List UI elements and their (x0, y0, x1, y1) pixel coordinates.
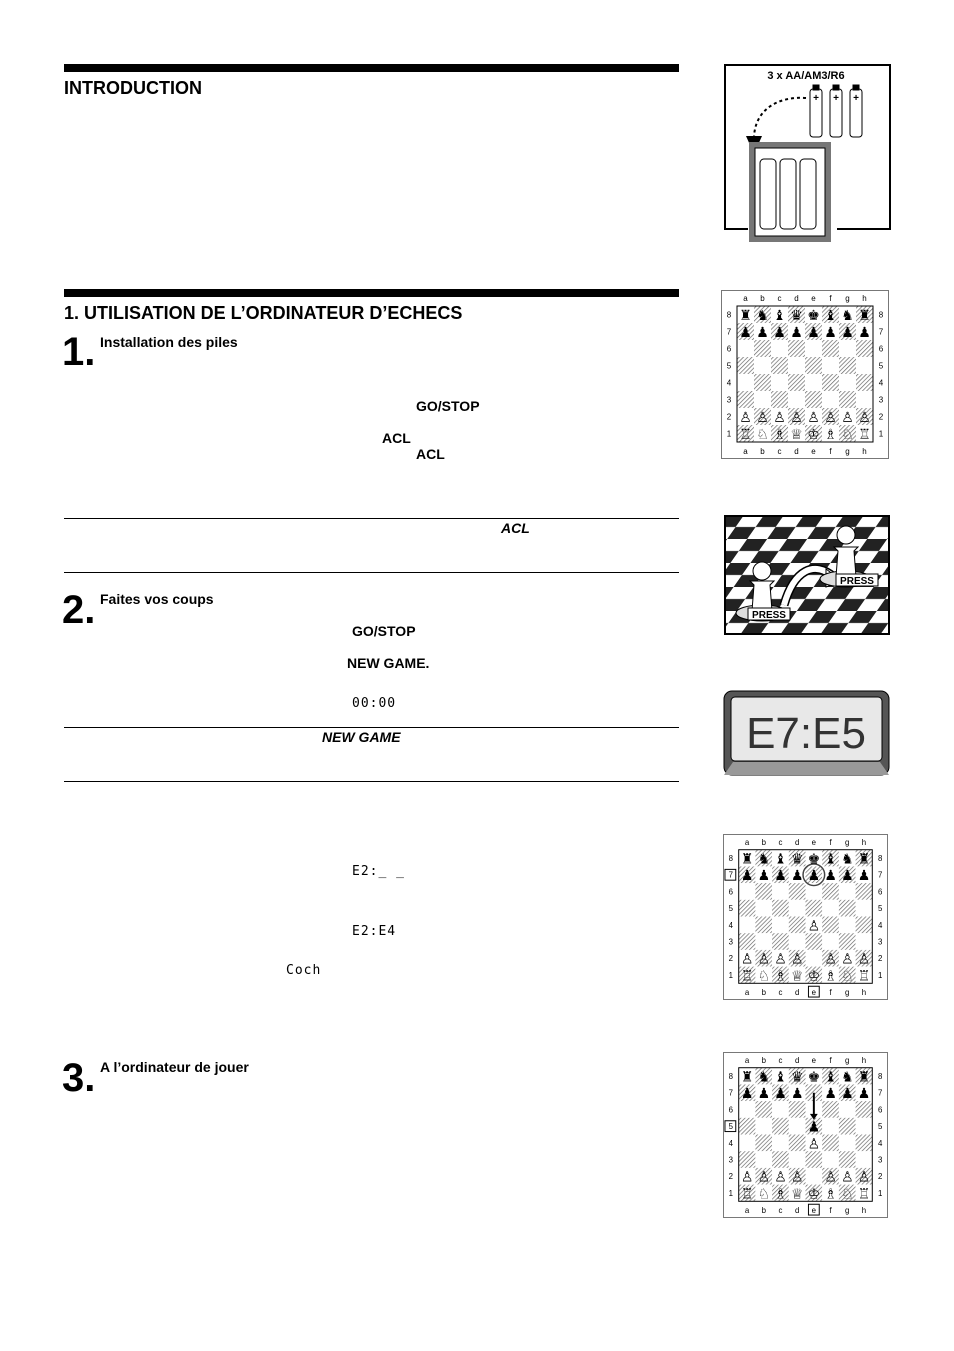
svg-text:7: 7 (728, 1088, 734, 1098)
lcd-move-readout: E7:E5 (746, 709, 866, 758)
svg-text:g: g (845, 447, 850, 456)
svg-text:♔: ♔ (807, 426, 820, 442)
svg-text:b: b (760, 294, 765, 303)
svg-text:♗: ♗ (774, 968, 787, 984)
svg-text:♖: ♖ (857, 968, 871, 984)
svg-text:2: 2 (726, 412, 732, 422)
svg-text:♙: ♙ (757, 1169, 770, 1185)
intro-heading: INTRODUCTION (64, 78, 202, 98)
svg-text:♗: ♗ (824, 968, 837, 984)
svg-text:4: 4 (877, 1138, 883, 1148)
svg-text:♝: ♝ (824, 1069, 837, 1085)
svg-text:3: 3 (878, 395, 884, 405)
svg-text:d: d (794, 1206, 800, 1216)
note2-top-rule (64, 727, 679, 728)
svg-text:8: 8 (728, 854, 734, 864)
step1-acl-keyword-1: ACL (382, 430, 411, 446)
svg-text:3: 3 (877, 937, 883, 947)
svg-text:7: 7 (726, 327, 732, 337)
step2-title: Faites vos coups (100, 591, 214, 607)
svg-text:♙: ♙ (790, 409, 803, 425)
svg-text:♙: ♙ (773, 409, 786, 425)
svg-text:e: e (811, 1206, 817, 1216)
note1-bottom-rule (64, 572, 679, 573)
step3-number: 3. (62, 1056, 96, 1100)
svg-text:2: 2 (878, 412, 884, 422)
svg-text:d: d (794, 294, 799, 303)
svg-text:♗: ♗ (824, 426, 837, 442)
svg-text:4: 4 (728, 1138, 734, 1148)
svg-text:♟: ♟ (824, 868, 837, 884)
svg-text:♟: ♟ (841, 324, 854, 340)
svg-text:3: 3 (726, 395, 732, 405)
svg-text:8: 8 (728, 1072, 734, 1082)
svg-text:2: 2 (728, 954, 734, 964)
svg-text:♟: ♟ (807, 868, 821, 884)
svg-text:2: 2 (877, 954, 883, 964)
svg-text:♔: ♔ (807, 968, 821, 984)
svg-text:♚: ♚ (807, 1069, 821, 1085)
svg-text:h: h (861, 1206, 867, 1216)
svg-text:♙: ♙ (774, 951, 787, 967)
svg-text:4: 4 (877, 920, 883, 930)
svg-text:8: 8 (877, 854, 883, 864)
step2-gostop-keyword: GO/STOP (352, 623, 416, 639)
svg-text:♟: ♟ (807, 324, 820, 340)
svg-text:3: 3 (728, 937, 734, 947)
svg-text:♛: ♛ (790, 1069, 804, 1085)
svg-text:♗: ♗ (774, 1186, 787, 1202)
svg-text:6: 6 (877, 1105, 883, 1115)
svg-text:h: h (862, 294, 867, 303)
section1-rule (64, 289, 679, 297)
svg-text:5: 5 (728, 1122, 734, 1132)
svg-text:g: g (845, 837, 850, 847)
svg-text:6: 6 (728, 1105, 734, 1115)
svg-text:f: f (829, 837, 832, 847)
chessboard-initial (721, 290, 889, 459)
svg-text:4: 4 (726, 378, 732, 388)
svg-text:b: b (761, 988, 766, 998)
svg-text:8: 8 (877, 1072, 883, 1082)
svg-text:♙: ♙ (790, 1169, 804, 1185)
svg-text:+: + (833, 93, 839, 104)
step1-acl-keyword-2: ACL (416, 446, 445, 462)
svg-text:1: 1 (728, 1188, 734, 1198)
svg-text:f: f (829, 294, 832, 303)
svg-text:f: f (829, 447, 832, 456)
svg-text:3: 3 (728, 1155, 734, 1165)
svg-text:a: a (743, 294, 748, 303)
svg-text:g: g (845, 294, 850, 303)
svg-text:5: 5 (728, 904, 734, 914)
svg-text:♝: ♝ (774, 851, 787, 867)
battery-count-label: 3 x AA/AM3/R6 (767, 70, 845, 82)
svg-text:e: e (811, 1055, 817, 1065)
svg-text:♞: ♞ (757, 851, 770, 867)
svg-text:♟: ♟ (824, 1086, 837, 1102)
svg-text:f: f (829, 988, 832, 998)
svg-text:♘: ♘ (757, 968, 770, 984)
svg-text:♞: ♞ (757, 1069, 770, 1085)
svg-text:♙: ♙ (740, 951, 754, 967)
svg-text:♙: ♙ (841, 1169, 854, 1185)
svg-text:♘: ♘ (841, 1186, 854, 1202)
press-label-2: PRESS (752, 610, 786, 621)
svg-text:6: 6 (878, 344, 884, 354)
lcd-time-readout: 00:00 (352, 696, 397, 711)
lcd-e2-readout: E2:_ _ (352, 864, 405, 879)
svg-text:1: 1 (878, 429, 884, 439)
chessboard-after-e5 (723, 1052, 888, 1218)
svg-text:7: 7 (877, 870, 883, 880)
svg-text:♘: ♘ (757, 1186, 770, 1202)
step1-number: 1. (62, 330, 96, 374)
svg-text:♘: ♘ (756, 426, 769, 442)
svg-text:6: 6 (726, 344, 732, 354)
svg-text:♕: ♕ (790, 426, 803, 442)
svg-text:7: 7 (728, 870, 734, 880)
svg-text:5: 5 (877, 904, 883, 914)
svg-text:♙: ♙ (739, 409, 752, 425)
svg-text:5: 5 (878, 361, 884, 371)
svg-text:♟: ♟ (790, 1086, 804, 1102)
svg-text:d: d (794, 988, 800, 998)
svg-text:6: 6 (728, 887, 734, 897)
svg-text:♖: ♖ (857, 1186, 871, 1202)
svg-text:a: a (744, 1055, 750, 1065)
svg-text:♔: ♔ (807, 1186, 821, 1202)
svg-text:5: 5 (877, 1122, 883, 1132)
svg-text:♙: ♙ (756, 409, 769, 425)
svg-text:h: h (861, 837, 867, 847)
svg-text:♟: ♟ (740, 868, 754, 884)
svg-text:e: e (811, 294, 816, 303)
svg-text:c: c (777, 294, 782, 303)
svg-text:♙: ♙ (807, 409, 820, 425)
svg-text:♟: ♟ (773, 324, 786, 340)
step2-number: 2. (62, 588, 96, 632)
svg-text:♙: ♙ (858, 409, 871, 425)
chessboard-after-e4 (723, 834, 888, 1000)
svg-text:c: c (777, 447, 782, 456)
svg-text:♙: ♙ (774, 1169, 787, 1185)
lcd-coch-readout: Coch (286, 963, 322, 978)
svg-text:6: 6 (877, 887, 883, 897)
svg-text:♜: ♜ (740, 851, 754, 867)
svg-text:1: 1 (728, 970, 734, 980)
svg-text:8: 8 (726, 310, 732, 320)
svg-text:b: b (760, 447, 765, 456)
svg-text:b: b (761, 837, 766, 847)
note2-bottom-rule (64, 781, 679, 782)
svg-text:+: + (813, 93, 819, 104)
white-pawn-icon (750, 581, 774, 611)
step2-newgame-keyword: NEW GAME. (347, 655, 430, 671)
note2-newgame-keyword: NEW GAME (322, 729, 401, 745)
svg-text:♟: ♟ (756, 324, 769, 340)
svg-text:♜: ♜ (858, 307, 871, 323)
svg-text:c: c (778, 1206, 783, 1216)
svg-text:e: e (811, 837, 817, 847)
svg-text:d: d (794, 1055, 800, 1065)
svg-text:f: f (829, 1206, 832, 1216)
svg-text:♙: ♙ (757, 951, 770, 967)
step1-gostop-keyword: GO/STOP (416, 398, 480, 414)
svg-text:♟: ♟ (790, 324, 803, 340)
svg-text:♗: ♗ (824, 1186, 837, 1202)
svg-text:a: a (744, 837, 750, 847)
svg-text:♜: ♜ (857, 851, 871, 867)
svg-text:h: h (861, 988, 867, 998)
svg-text:♟: ♟ (740, 1086, 754, 1102)
svg-text:a: a (743, 447, 748, 456)
svg-text:e: e (811, 447, 816, 456)
svg-text:♟: ♟ (857, 1086, 871, 1102)
svg-text:♙: ♙ (857, 1169, 871, 1185)
svg-text:e: e (811, 988, 817, 998)
svg-text:a: a (744, 988, 750, 998)
svg-text:2: 2 (728, 1172, 734, 1182)
press-move-figure (724, 515, 890, 635)
svg-text:♟: ♟ (774, 868, 787, 884)
svg-text:♖: ♖ (740, 1186, 754, 1202)
svg-text:♟: ♟ (841, 868, 854, 884)
insert-arrow-icon (754, 98, 806, 139)
svg-text:d: d (794, 837, 800, 847)
lcd-display-figure (723, 690, 890, 776)
svg-text:♙: ♙ (807, 1136, 821, 1152)
svg-text:♙: ♙ (841, 951, 854, 967)
svg-text:♟: ♟ (858, 324, 871, 340)
svg-text:♙: ♙ (841, 409, 854, 425)
svg-text:7: 7 (878, 327, 884, 337)
svg-text:♖: ♖ (858, 426, 871, 442)
svg-text:♕: ♕ (790, 1186, 804, 1202)
svg-text:♜: ♜ (857, 1069, 871, 1085)
svg-text:♞: ♞ (841, 851, 854, 867)
svg-text:♙: ♙ (857, 951, 871, 967)
svg-text:♞: ♞ (756, 307, 769, 323)
svg-text:c: c (778, 1055, 783, 1065)
section1-heading: 1. UTILISATION DE L’ORDINATEUR D’ECHECS (64, 303, 463, 323)
svg-text:h: h (861, 1055, 867, 1065)
svg-text:♝: ♝ (774, 1069, 787, 1085)
svg-text:3: 3 (877, 1155, 883, 1165)
svg-text:♚: ♚ (807, 307, 820, 323)
svg-text:♙: ♙ (807, 918, 821, 934)
svg-text:c: c (778, 837, 783, 847)
svg-text:♟: ♟ (790, 868, 804, 884)
svg-text:♟: ♟ (757, 1086, 770, 1102)
svg-text:c: c (778, 988, 783, 998)
svg-text:♚: ♚ (807, 851, 821, 867)
svg-text:♟: ♟ (774, 1086, 787, 1102)
svg-text:d: d (794, 447, 799, 456)
svg-text:♛: ♛ (790, 307, 803, 323)
svg-text:♜: ♜ (739, 307, 752, 323)
svg-text:♖: ♖ (740, 968, 754, 984)
svg-text:♟: ♟ (757, 868, 770, 884)
svg-text:♖: ♖ (739, 426, 752, 442)
battery-figure (724, 64, 891, 242)
svg-text:♟: ♟ (807, 1119, 821, 1135)
svg-text:♘: ♘ (841, 426, 854, 442)
svg-text:4: 4 (878, 378, 884, 388)
svg-text:g: g (845, 1206, 850, 1216)
svg-text:♝: ♝ (824, 307, 837, 323)
step3-title: A l’ordinateur de jouer (100, 1059, 249, 1075)
press-label-1: PRESS (840, 576, 874, 587)
note1-acl-keyword: ACL (501, 520, 530, 536)
svg-text:7: 7 (877, 1088, 883, 1098)
svg-text:♛: ♛ (790, 851, 804, 867)
svg-text:g: g (845, 1055, 850, 1065)
svg-text:♕: ♕ (790, 968, 804, 984)
svg-text:2: 2 (877, 1172, 883, 1182)
svg-text:a: a (744, 1206, 750, 1216)
svg-text:1: 1 (877, 970, 883, 980)
svg-text:♟: ♟ (739, 324, 752, 340)
svg-text:g: g (845, 988, 850, 998)
note1-top-rule (64, 518, 679, 519)
svg-text:♙: ♙ (790, 951, 804, 967)
lcd-e2e4-readout: E2:E4 (352, 924, 397, 939)
svg-text:b: b (761, 1055, 766, 1065)
svg-text:5: 5 (726, 361, 732, 371)
svg-text:♟: ♟ (857, 868, 871, 884)
svg-text:♘: ♘ (841, 968, 854, 984)
svg-text:♗: ♗ (773, 426, 786, 442)
svg-text:8: 8 (878, 310, 884, 320)
svg-text:♙: ♙ (740, 1169, 754, 1185)
svg-text:♝: ♝ (824, 851, 837, 867)
svg-text:1: 1 (877, 1188, 883, 1198)
svg-text:♞: ♞ (841, 307, 854, 323)
svg-text:b: b (761, 1206, 766, 1216)
svg-text:1: 1 (726, 429, 732, 439)
svg-text:f: f (829, 1055, 832, 1065)
svg-text:♜: ♜ (740, 1069, 754, 1085)
svg-text:♟: ♟ (824, 324, 837, 340)
svg-text:♙: ♙ (824, 409, 837, 425)
svg-text:4: 4 (728, 920, 734, 930)
svg-text:+: + (853, 93, 859, 104)
svg-text:♙: ♙ (824, 951, 837, 967)
step1-title: Installation des piles (100, 334, 238, 350)
svg-text:♟: ♟ (841, 1086, 854, 1102)
intro-rule (64, 64, 679, 72)
svg-text:♙: ♙ (824, 1169, 837, 1185)
svg-text:h: h (862, 447, 867, 456)
svg-text:♞: ♞ (841, 1069, 854, 1085)
svg-text:♝: ♝ (773, 307, 786, 323)
